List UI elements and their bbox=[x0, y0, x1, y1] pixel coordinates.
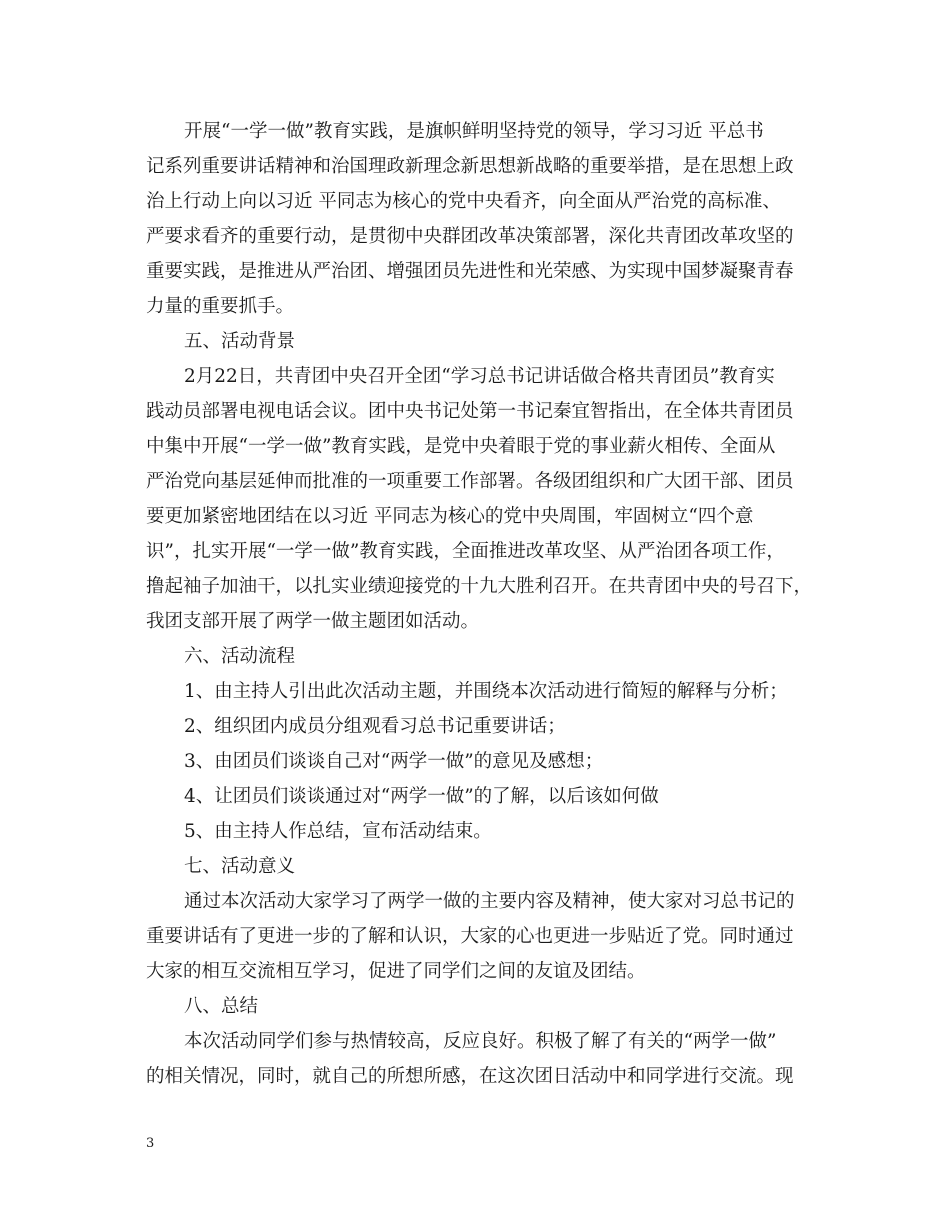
paragraph-line: 严治党向基层延伸而批准的一项重要工作部署。各级团组织和广大团干部、团员 bbox=[146, 471, 794, 492]
paragraph-line: 开展“一学一做”教育实践，是旗帜鲜明坚持党的领导，学习习近 平总书 bbox=[184, 121, 764, 142]
list-item: 3、由团员们谈谈自己对“两学一做”的意见及感想； bbox=[184, 751, 604, 772]
paragraph-line: 的相关情况，同时，就自己的所想所感，在这次团日活动中和同学进行交流。现 bbox=[146, 1066, 794, 1087]
paragraph-line: 本次活动同学们参与热情较高，反应良好。积极了解了有关的“两学一做” bbox=[184, 1031, 777, 1052]
paragraph-line: 2月22日，共青团中央召开全团“学习总书记讲话做合格共青团员”教育实 bbox=[184, 366, 775, 387]
paragraph-line: 通过本次活动大家学习了两学一做的主要内容及精神，使大家对习总书记的 bbox=[184, 891, 795, 912]
list-item: 4、让团员们谈谈通过对“两学一做”的了解，以后该如何做 bbox=[184, 786, 659, 807]
paragraph-line: 重要讲话有了更进一步的了解和认识，大家的心也更进一步贴近了党。同时通过 bbox=[146, 926, 794, 947]
section-heading-significance: 七、活动意义 bbox=[184, 856, 296, 877]
page-number: 3 bbox=[146, 1136, 155, 1151]
paragraph-line: 识”，扎实开展“一学一做”教育实践，全面推进改革攻坚、从严治团各项工作， bbox=[146, 541, 785, 562]
section-heading-process: 六、活动流程 bbox=[184, 646, 296, 667]
list-item: 5、由主持人作总结，宣布活动结束。 bbox=[184, 821, 492, 842]
section-heading-background: 五、活动背景 bbox=[184, 331, 296, 352]
paragraph-line: 重要实践，是推进从严治团、增强团员先进性和光荣感、为实现中国梦凝聚青春 bbox=[146, 261, 794, 282]
section-heading-summary: 八、总结 bbox=[184, 996, 259, 1017]
paragraph-line: 中集中开展“一学一做”教育实践，是党中央着眼于党的事业薪火相传、全面从 bbox=[146, 436, 776, 457]
document-body bbox=[146, 114, 813, 1094]
paragraph-line: 要更加紧密地团结在以习近 平同志为核心的党中央周围，牢固树立“四个意 bbox=[146, 506, 754, 527]
paragraph-line: 大家的相互交流相互学习，促进了同学们之间的友谊及团结。 bbox=[146, 961, 646, 982]
paragraph-line: 撸起袖子加油干，以扎实业绩迎接党的十九大胜利召开。在共青团中央的号召下， bbox=[146, 576, 813, 597]
list-item: 2、组织团内成员分组观看习总书记重要讲话； bbox=[184, 716, 566, 737]
paragraph-line: 记系列重要讲话精神和治国理政新理念新思想新战略的重要举措，是在思想上政 bbox=[146, 156, 794, 177]
paragraph-line: 严要求看齐的重要行动，是贯彻中央群团改革决策部署，深化共青团改革攻坚的 bbox=[146, 226, 794, 247]
paragraph-line: 力量的重要抓手。 bbox=[146, 296, 295, 317]
paragraph-line: 治上行动上向以习近 平同志为核心的党中央看齐，向全面从严治党的高标准、 bbox=[146, 191, 781, 212]
list-item: 1、由主持人引出此次活动主题，并围绕本次活动进行简短的解释与分析； bbox=[184, 681, 788, 702]
paragraph-line: 践动员部署电视电话会议。团中央书记处第一书记秦宜智指出，在全体共青团员 bbox=[146, 401, 794, 422]
paragraph-line: 我团支部开展了两学一做主题团如活动。 bbox=[146, 611, 480, 632]
